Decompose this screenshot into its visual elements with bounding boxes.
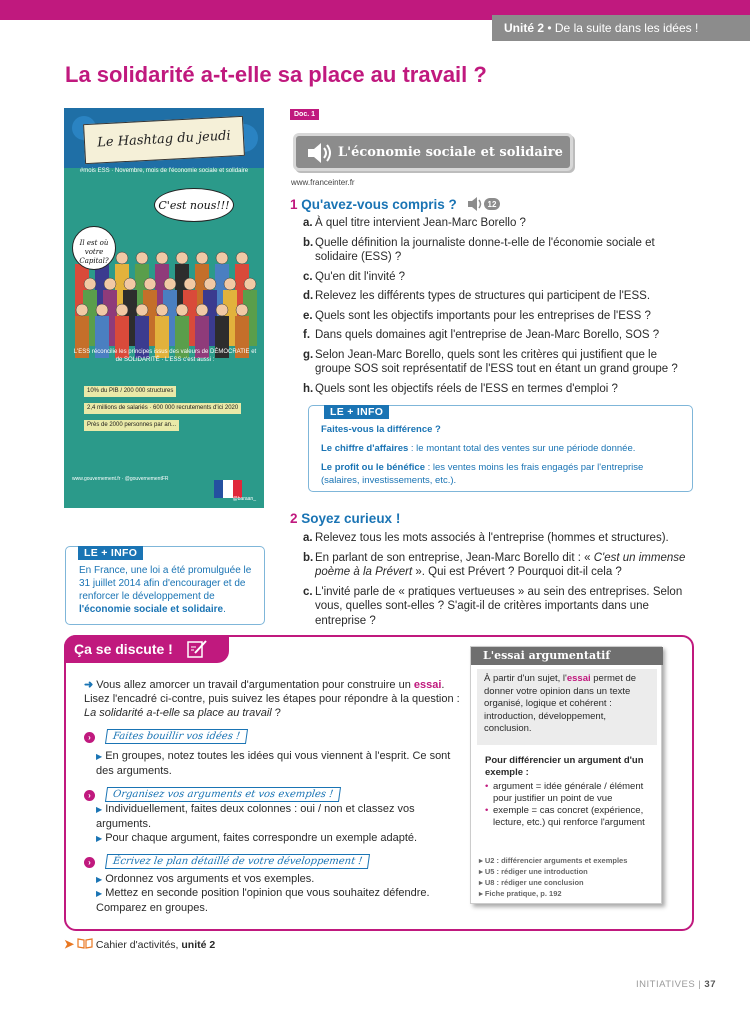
step-label: Écrivez le plan détaillé de votre développement !: [105, 854, 370, 869]
poster-list-item: 10% du PIB / 200 000 structures: [84, 386, 176, 397]
poster-figure-head: [84, 278, 96, 290]
question-letter: e.: [303, 309, 313, 322]
page-folio: [636, 979, 716, 990]
question-letter: c.: [303, 585, 313, 598]
poster-figure-head: [176, 252, 188, 264]
question-text: Relevez les différents types de structures qui participent de l'ESS.: [315, 290, 651, 302]
page-title: La solidarité a-t-elle sa place au travail ?: [65, 62, 487, 87]
info-definition-2: [321, 461, 681, 487]
poster-figure-head: [156, 252, 168, 264]
step-label: Faites bouillir vos idées !: [105, 729, 248, 744]
essai-references: [479, 855, 627, 899]
question-item: [303, 531, 693, 546]
poster-figure-head: [184, 278, 196, 290]
poster-figure-head: [236, 304, 248, 316]
poster-illustration: [64, 108, 264, 508]
question-text: En parlant de son entreprise, Jean-Marc Borello dit : «: [315, 551, 594, 564]
question-item: [303, 585, 693, 629]
question-text: Quelle définition la journaliste donne-t-elle de l'économie sociale et solidaire (ESS) ?: [315, 236, 655, 263]
intro-text: ?: [271, 707, 281, 719]
question-letter: g.: [303, 348, 314, 361]
unit-separator: •: [544, 21, 555, 35]
question-item: [303, 216, 693, 231]
essai-def-text: À partir d'un sujet, l': [484, 673, 567, 684]
question-item: [303, 382, 693, 397]
poster-figure-head: [196, 304, 208, 316]
section-2-questions: [303, 531, 693, 628]
info-box-law: [65, 546, 265, 625]
unit-title: De la suite dans les idées !: [554, 21, 699, 35]
info-def: : les ventes moins les frais engagés par l'entreprise (salaires, investissements, etc.).: [321, 462, 644, 486]
poster-figure-head: [236, 252, 248, 264]
poster-url: www.gouvernement.fr · @gouvernementFR: [72, 476, 169, 482]
essai-argumentatif-panel: [470, 646, 662, 904]
intro-question: La solidarité a-t-elle sa place au travail: [84, 707, 272, 719]
section-1-questions: [303, 216, 693, 396]
unit-number: Unité 2: [504, 21, 545, 35]
question-text: Selon Jean-Marc Borello, quels sont les critères qui justifient que le groupe SOS soit représentatif de l'ESS tout en étant un grand groupe ?: [315, 348, 678, 375]
poster-figure-head: [136, 304, 148, 316]
question-letter: b.: [303, 551, 314, 564]
poster-figure-head: [156, 304, 168, 316]
step-bullet-text: En groupes, notez toutes les idées qui vous viennent à l'esprit. Ce sont des arguments.: [96, 750, 451, 777]
poster-figure-head: [144, 278, 156, 290]
poster-speech-bubble: C'est nous!!!: [154, 188, 234, 222]
poster-figure-head: [244, 278, 256, 290]
info-text-part: .: [223, 604, 226, 615]
essai-ref-link[interactable]: ▸ U5 : rédiger une introduction: [479, 867, 588, 876]
audio-document-header[interactable]: [293, 133, 573, 171]
poster-list-item: Près de 2000 personnes par an...: [84, 420, 179, 431]
cahier-unit: unité 2: [181, 939, 216, 951]
question-item: [303, 348, 693, 377]
info-text: [79, 564, 259, 616]
question-letter: b.: [303, 236, 314, 249]
poster-banner: Le Hashtag du jeudi: [83, 116, 245, 164]
intro-text: Vous allez amorcer un travail d'argumentation pour construire un: [93, 679, 414, 691]
essai-points: [485, 781, 663, 829]
poster-list: [84, 386, 254, 437]
question-item: [303, 236, 693, 265]
question-letter: a.: [303, 217, 313, 229]
essai-definition: [477, 669, 657, 745]
question-item: [303, 309, 693, 324]
triangle-bullet-icon: ▶: [96, 834, 103, 843]
essai-keyword: essai: [566, 673, 591, 684]
section-1-heading: [290, 196, 501, 215]
question-letter: f.: [303, 329, 311, 341]
poster-list-item: 2,4 millions de salariés · 600 000 recrutements d'ici 2020: [84, 403, 241, 414]
question-letter: d.: [303, 290, 314, 302]
poster-figure-head: [104, 278, 116, 290]
section-title: Soyez curieux !: [301, 511, 401, 526]
book-icon: [77, 938, 93, 949]
question-letter: c.: [303, 270, 313, 283]
step-bullet-text: Ordonnez vos arguments et vos exemples.: [105, 873, 315, 885]
question-item: [303, 328, 693, 343]
discussion-title: Ça se discute !: [74, 641, 173, 657]
poster-figure-head: [96, 304, 108, 316]
step-bullet: [96, 872, 456, 887]
triangle-bullet-icon: ▶: [96, 875, 103, 884]
question-quote: C'est un immense poème à la Prévert: [315, 551, 686, 578]
section-title: Qu'avez-vous compris ?: [301, 197, 457, 213]
doc-title: L'économie sociale et solidaire: [338, 145, 563, 160]
step-bullet: [96, 831, 456, 846]
doc-label: Doc. 1: [290, 109, 319, 120]
step-bullet: [96, 802, 426, 831]
question-text: Quels sont les objectifs importants pour les entreprises de l'ESS ?: [315, 309, 651, 322]
question-text: Quels sont les objectifs réels de l'ESS en termes d'emploi ?: [315, 382, 618, 395]
essai-point: • argument = idée générale / élément pour justifier un point de vue: [485, 781, 663, 805]
question-text: ». Qui est Prévert ? Pourquoi dit-il cela ?: [412, 566, 622, 578]
poster-figure-head: [76, 304, 88, 316]
arrow-right-icon: ➜: [84, 679, 94, 691]
info-definition-1: [321, 443, 635, 454]
poster-figure-head: [164, 278, 176, 290]
triangle-bullet-icon: ▶: [96, 805, 103, 814]
poster-figure-head: [136, 252, 148, 264]
audio-track-number: 12: [487, 200, 497, 209]
poster-subtitle: #mois ESS · Novembre, mois de l'économie sociale et solidaire: [79, 168, 249, 174]
intro-keyword: essai: [413, 679, 442, 691]
info-term: Le profit ou le bénéfice: [321, 462, 425, 473]
info-box-difference: [308, 405, 693, 492]
folio-label: INITIATIVES: [636, 979, 696, 990]
poster-text: L'ESS réconcilie les principes issus des valeurs de DÉMOCRATIE et de SOLIDARITÉ · L'ESS c'est aussi :: [73, 349, 257, 363]
chevron-right-icon: ›: [84, 732, 95, 743]
question-text: À quel titre intervient Jean-Marc Borello ?: [315, 217, 526, 229]
info-tag: LE + INFO: [324, 405, 389, 419]
arrow-icon: ➤: [64, 937, 75, 951]
audio-track-badge[interactable]: [467, 196, 501, 215]
speaker-icon: [467, 196, 501, 212]
section-number: 2: [290, 511, 298, 526]
unit-header-tab: [492, 15, 750, 41]
step-label: Organisez vos arguments et vos exemples !: [105, 787, 341, 802]
info-def: : le montant total des ventes sur une période donnée.: [408, 443, 636, 454]
question-text: Dans quels domaines agit l'entreprise de Jean-Marc Borello, SOS ?: [315, 329, 660, 341]
triangle-bullet-icon: ▶: [96, 752, 103, 761]
cahier-reference[interactable]: [64, 937, 215, 951]
question-letter: a.: [303, 532, 313, 544]
cahier-text: Cahier d'activités,: [95, 939, 182, 951]
question-text: Relevez tous les mots associés à l'entreprise (hommes et structures).: [315, 532, 669, 544]
step-bullet-text: Mettez en seconde position l'opinion que vous souhaitez défendre. Comparez en groupes.: [96, 887, 430, 914]
question-item: [303, 289, 693, 304]
poster-figure-head: [224, 278, 236, 290]
poster-figure-head: [196, 252, 208, 264]
essai-ref-link[interactable]: ▸ U2 : différencier arguments et exemples: [479, 856, 628, 865]
essai-point: • exemple = cas concret (expérience, lecture, etc.) qui renforce l'argument: [485, 805, 663, 829]
info-text-bold: l'économie sociale et solidaire: [79, 604, 224, 615]
chevron-right-icon: ›: [84, 790, 95, 801]
step-bullet-text: Individuellement, faites deux colonnes : oui / non et classez vos arguments.: [96, 803, 415, 830]
poster-figure-head: [116, 252, 128, 264]
intro-text: . Lisez l'encadré ci-contre, puis suivez les étapes pour répondre à la question :: [84, 679, 460, 705]
section-2-heading: [290, 511, 400, 526]
info-tag: LE + INFO: [78, 546, 143, 560]
poster-figure-head: [204, 278, 216, 290]
question-item: [303, 270, 693, 285]
folio-separator: |: [695, 979, 705, 990]
poster-signature: @baraan_: [232, 496, 256, 502]
question-item: [303, 551, 693, 580]
page-number: 37: [704, 979, 716, 990]
triangle-bullet-icon: ▶: [96, 889, 103, 898]
question-letter: h.: [303, 382, 314, 395]
step-bullet: [96, 749, 456, 778]
poster-figure-head: [216, 304, 228, 316]
essai-ref-link[interactable]: ▸ Fiche pratique, p. 192: [479, 889, 562, 898]
step-bullet-text: Pour chaque argument, faites correspondre un exemple adapté.: [105, 832, 418, 844]
question-text: L'invité parle de « pratiques vertueuses » au sein des entreprises. Selon vous, quelles sont-elles ? S'agit-il de critères importants dans une entreprise ?: [315, 585, 683, 627]
poster-figure-head: [124, 278, 136, 290]
poster-figure-head: [116, 304, 128, 316]
doc-source: www.franceinter.fr: [291, 178, 355, 187]
question-text: Qu'en dit l'invité ?: [315, 270, 406, 283]
info-term: Le chiffre d'affaires: [321, 443, 409, 454]
essai-ref-link[interactable]: ▸ U8 : rédiger une conclusion: [479, 878, 584, 887]
essai-def-text: permet de donner votre opinion dans un texte organisé, logique et cohérent : introduction, développement, conclusion.: [484, 673, 637, 734]
discussion-tab: [64, 635, 229, 663]
discussion-intro: [84, 678, 464, 720]
chevron-right-icon: ›: [84, 857, 95, 868]
speaker-icon: [306, 142, 332, 164]
essai-subheading: Pour différencier un argument d'un exemple :: [485, 755, 644, 778]
essai-title: L'essai argumentatif: [471, 647, 663, 665]
poster-figure-head: [176, 304, 188, 316]
section-number: 1: [290, 197, 298, 213]
info-question: Faites-vous la différence ?: [321, 424, 441, 435]
pencil-note-icon: [186, 639, 208, 659]
step-bullet: [96, 886, 446, 915]
poster-figure-head: [216, 252, 228, 264]
info-text-part: En France, une loi a été promulguée le 31 juillet 2014 afin d'encourager et de renforcer le développement de: [79, 565, 252, 602]
poster-speech-bubble-2: Il est où votre Capital?: [72, 226, 116, 270]
